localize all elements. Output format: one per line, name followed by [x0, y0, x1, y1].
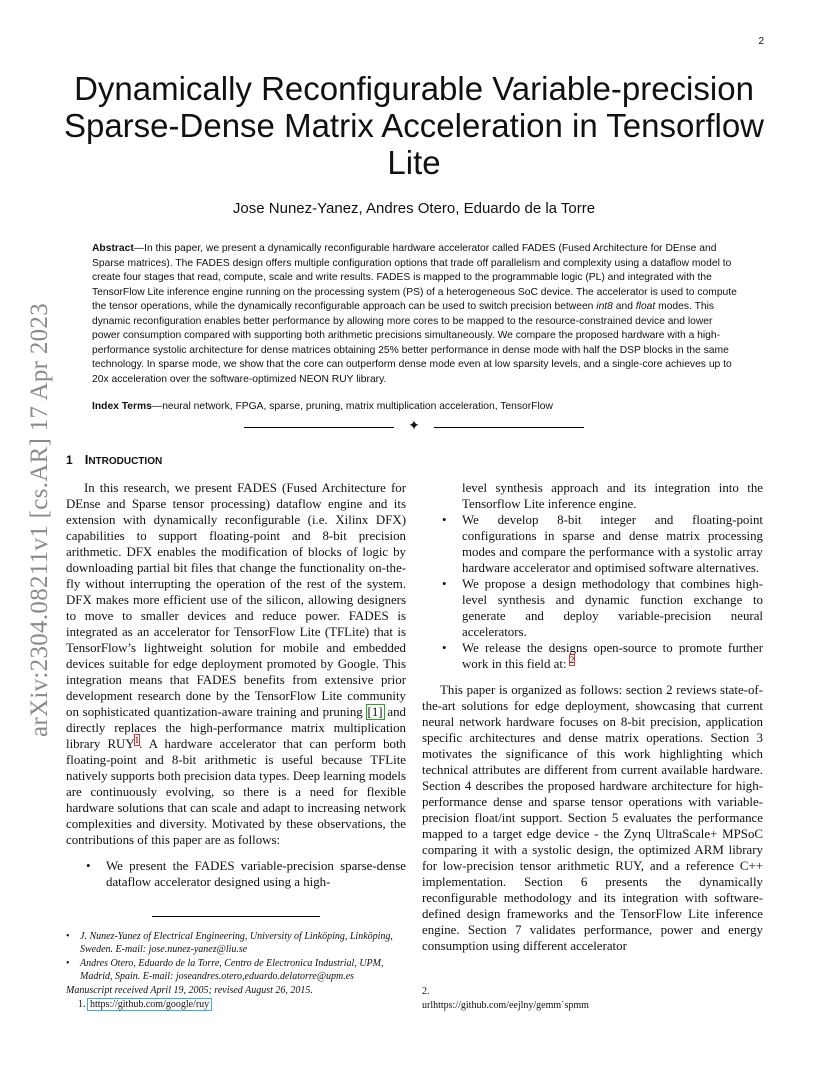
- arxiv-stamp-text: arXiv:2304.08211v1 [cs.AR] 17 Apr 2023: [26, 302, 53, 738]
- separator-line-left: [244, 427, 394, 428]
- index-terms-label: Index Terms: [92, 401, 152, 412]
- affiliation-2: • Andres Otero, Eduardo de la Torre, Centro de Electronica Industrial, UPM, Madrid, Spain. E-mail: joseandres.otero,eduardo.delatorre@upm.es: [66, 957, 406, 983]
- abstract-float: float: [635, 301, 656, 312]
- affiliation-1: • J. Nunez-Yanez of Electrical Engineering, University of Linköping, Linköping, Sweden. E-mail: jose.nunez-yanez@liu.se: [66, 930, 406, 956]
- section-title-rest: NTRODUCTION: [88, 456, 163, 467]
- separator-star-icon: ✦: [408, 418, 420, 434]
- intro-text-b: and directly replaces the high-performance matrix multiplication library RUY: [66, 705, 406, 751]
- index-terms-text: —neural network, FPGA, sparse, pruning, matrix multiplication acceleration, TensorFlow: [151, 401, 553, 412]
- intro-paragraph-1: [66, 480, 406, 848]
- left-column: [66, 480, 406, 890]
- abstract-and: and: [612, 301, 636, 312]
- footnote-1-ref[interactable]: 1: [134, 734, 140, 745]
- manuscript-note: Manuscript received April 19, 2005; revised August 26, 2015.: [66, 985, 313, 996]
- footnote-1-number: 1.: [78, 999, 86, 1010]
- abstract-label: Abstract: [92, 243, 134, 254]
- index-terms: [92, 400, 738, 414]
- abstract-int8: int8: [596, 301, 613, 312]
- contributions-list-right: [422, 480, 763, 672]
- paper-title: Dynamically Reconfigurable Variable-precision Sparse-Dense Matrix Acceleration in Tensorflow Lite: [63, 70, 765, 181]
- section-separator: [244, 420, 584, 434]
- contribution-item-4: [422, 640, 763, 672]
- contribution-item-1-cont: level synthesis approach and its integration into the Tensorflow Lite inference engine.: [462, 481, 763, 511]
- footnote-2-url[interactable]: urlhttps://github.com/eejlny/gemm˙spmm: [422, 1000, 589, 1011]
- contribution-item-2: • We develop 8-bit integer and floating-point configurations in sparse and dense matrix processing modes and compare the performance with a systolic array hardware accelerator and optimised software alternatives.: [422, 512, 763, 576]
- contribution-item-4-text: We release the designs open-source to promote further work in this field at:: [462, 641, 763, 671]
- citation-1-link[interactable]: [1]: [367, 705, 383, 719]
- footnote-2: [422, 985, 589, 1013]
- intro-paragraph-2: This paper is organized as follows: section 2 reviews state-of-the-art solutions for edge deployment, showcasing that current neural network hardware focuses on 8-bit precision, application specific architectures and dense matrix operations. Section 3 motivates the significance of this work highlighting which technical attributes are different from current available hardware. Section 4 describes the proposed hardware architecture for high-performance dense and sparse tensor operations with variable-precision float/int support. Section 5 evaluates the performance mapped to a target edge device - the Zynq UltraScale+ MPSoC comparing it with a systolic design, the optimized ARM library for low-precision tensor arithmetic RUY, and a reference C++ implementation. Section 6 presents the dynamically reconfigurable methodology and its integration with software-defined design frameworks and the TensorFlow Lite inference engine. Section 7 validates performance, power and energy consumption using different accelerator: [422, 683, 763, 953]
- paper-authors: Jose Nunez-Yanez, Andres Otero, Eduardo de la Torre: [232, 200, 596, 217]
- contribution-item-3: • We propose a design methodology that combines high-level synthesis and dynamic function exchange to generate and deploy variable-precision neural accelerators.: [422, 576, 763, 640]
- affiliations: [66, 930, 406, 984]
- separator-line-right: [434, 427, 584, 428]
- section-heading-introduction: [66, 452, 162, 467]
- intro-text-c: . A hardware accelerator that can perform both floating-point and 8-bit arithmetic is useful because TFLite natively supports both precision data types. Deep learning models are continuously evolving, so there is a need for flexible hardware solutions that can scale and adapt to increasing network complexities and diversity. Motivated by these observations, the contributions of this paper are as follows:: [66, 737, 406, 847]
- page-number: 2: [758, 36, 764, 47]
- right-column: [422, 480, 763, 954]
- footnote-2-number: 2.: [422, 986, 430, 997]
- contribution-item-1: • We present the FADES variable-precision sparse-dense dataflow accelerator designed using a high-: [66, 858, 406, 890]
- footnote-2-ref[interactable]: 2: [569, 654, 575, 665]
- section-first-letter: I: [84, 452, 89, 467]
- footnote-rule: [152, 916, 320, 917]
- footnote-1: [78, 999, 211, 1010]
- abstract-text: —In this paper, we present a dynamically reconfigurable hardware accelerator called FADES (Fused Architecture for DEnse and Sparse matrices). The FADES design offers multiple configuration options that trade off parallelism and complexity using a dataflow model to create four stages that read, compute, scale and write results. FADES is mapped to the programmable logic (PL) and integrated with the TensorFlow Lite inference engine running on the processing system (PS) of a heterogeneous SoC device. The accelerator is used to compute the tensor operations, while the dynamically reconfigurable approach can be used to switch precision between: [92, 243, 737, 312]
- footnote-1-link[interactable]: https://github.com/google/ruy: [90, 999, 210, 1010]
- abstract: [92, 242, 738, 387]
- section-number: 1: [66, 453, 73, 467]
- arxiv-stamp: [20, 285, 60, 755]
- intro-text-a: In this research, we present FADES (Fused Architecture for DEnse and Sparse tensor processing) dataflow engine and its extension with dynamically reconfigurable (i.e. Xilinx DFX) capabilities to support floating-point and 8-bit precision arithmetic. DFX enables the modification of blocks of logic by downloading partial bit files that change the functionality on-the-fly without interrupting the operation of the rest of the system. DFX makes more efficient use of the silicon, allowing designers to move to smaller devices and reduce power. FADES is integrated as an accelerator for TensorFlow Lite (TFLite) that is TensorFlow’s lightweight solution for mobile and embedded devices suitable for edge deployment promoted by Google. This integration means that FADES benefits from extensive prior development research done by the TensorFlow Lite community on sophisticated quantization-aware training and pruning: [66, 481, 406, 719]
- contributions-list-left: [66, 858, 406, 890]
- abstract-text-2: modes. This dynamic reconfiguration enables better performance by allowing more cores to be mapped to the resource-constrained device and lower power consumption compared with supporting both arithmetic precisions simultaneously. We compare the proposed hardware with a high-performance systolic architecture for dense matrices obtaining 25% better performance in dense mode with half the DSP blocks in the same technology. In sparse mode, we show that the core can outperform dense mode even at low sparsity levels, and a single-core achieves up to 20x acceleration over the software-optimized NEON RUY library.: [92, 301, 732, 385]
